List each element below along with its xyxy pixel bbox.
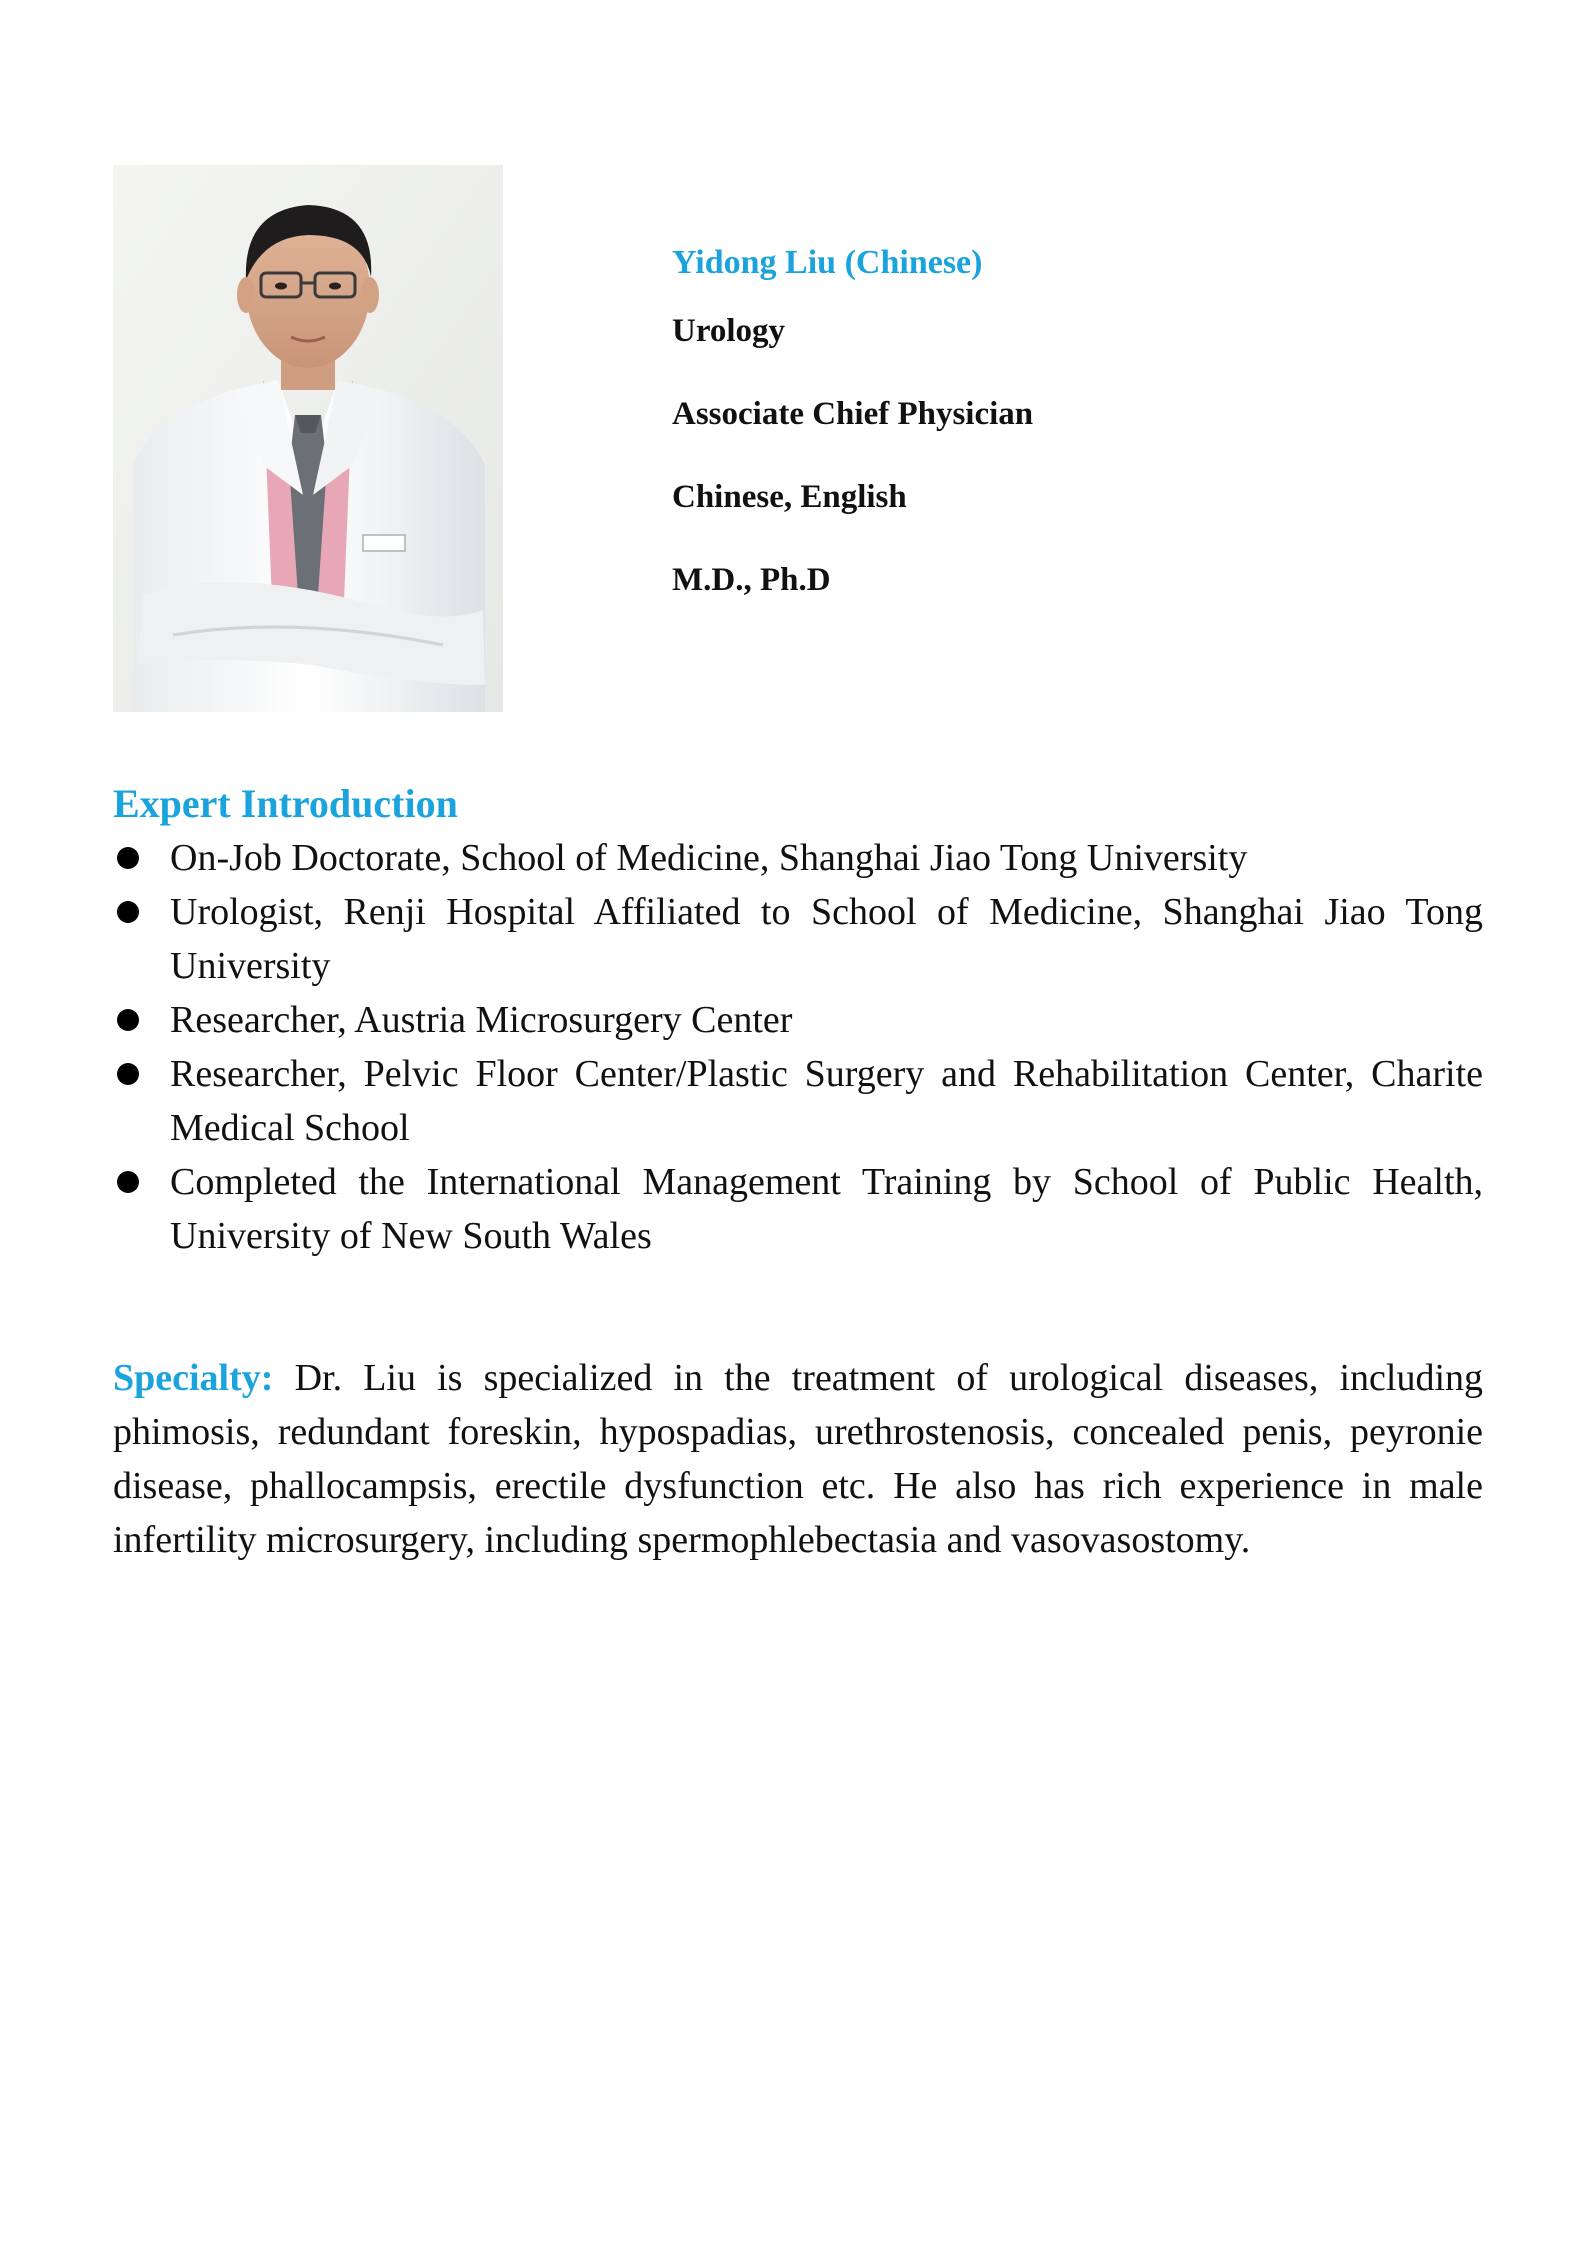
list-item (113, 885, 1483, 993)
specialty-text: Dr. Liu is specialized in the treatment of urological diseases, including phimosis, redundant foreskin, hypospadias, urethrostenosis, concealed penis, peyronie disease, phallocampsis, erectile dysfunction etc. He also has rich experience in male infertility microsurgery, including spermophlebectasia and vasovasostomy. (113, 1357, 1484, 1561)
list-item-text: On-Job Doctorate, School of Medicine, Shanghai Jiao Tong University (170, 837, 1248, 879)
list-item (113, 1155, 1483, 1263)
degree: M.D., Ph.D (672, 562, 831, 598)
department: Urology (672, 313, 786, 349)
doctor-portrait-photo (113, 165, 503, 712)
bullet-icon (117, 1171, 139, 1193)
bullet-icon (117, 1009, 139, 1031)
list-item (113, 831, 1483, 885)
specialty-paragraph (113, 1351, 1483, 1567)
introduction-list (113, 831, 1483, 1263)
doctor-name: Yidong Liu (Chinese) (672, 244, 983, 281)
languages: Chinese, English (672, 479, 907, 515)
list-item-text: Researcher, Austria Microsurgery Center (170, 999, 793, 1041)
specialty-label: Specialty: (113, 1357, 274, 1399)
bullet-icon (117, 901, 139, 923)
list-item (113, 993, 1483, 1047)
job-title: Associate Chief Physician (672, 396, 1034, 432)
profile-block (672, 240, 1472, 603)
bullet-icon (117, 1063, 139, 1085)
expert-introduction-section (113, 777, 1483, 1263)
section-heading: Expert Introduction (113, 781, 458, 826)
list-item-text: Completed the International Management Training by School of Public Health, University of New South Wales (170, 1161, 1483, 1257)
list-item (113, 1047, 1483, 1155)
list-item-text: Urologist, Renji Hospital Affiliated to School of Medicine, Shanghai Jiao Tong University (170, 891, 1483, 987)
bullet-icon (117, 847, 139, 869)
list-item-text: Researcher, Pelvic Floor Center/Plastic Surgery and Rehabilitation Center, Charite Medical School (170, 1053, 1483, 1149)
